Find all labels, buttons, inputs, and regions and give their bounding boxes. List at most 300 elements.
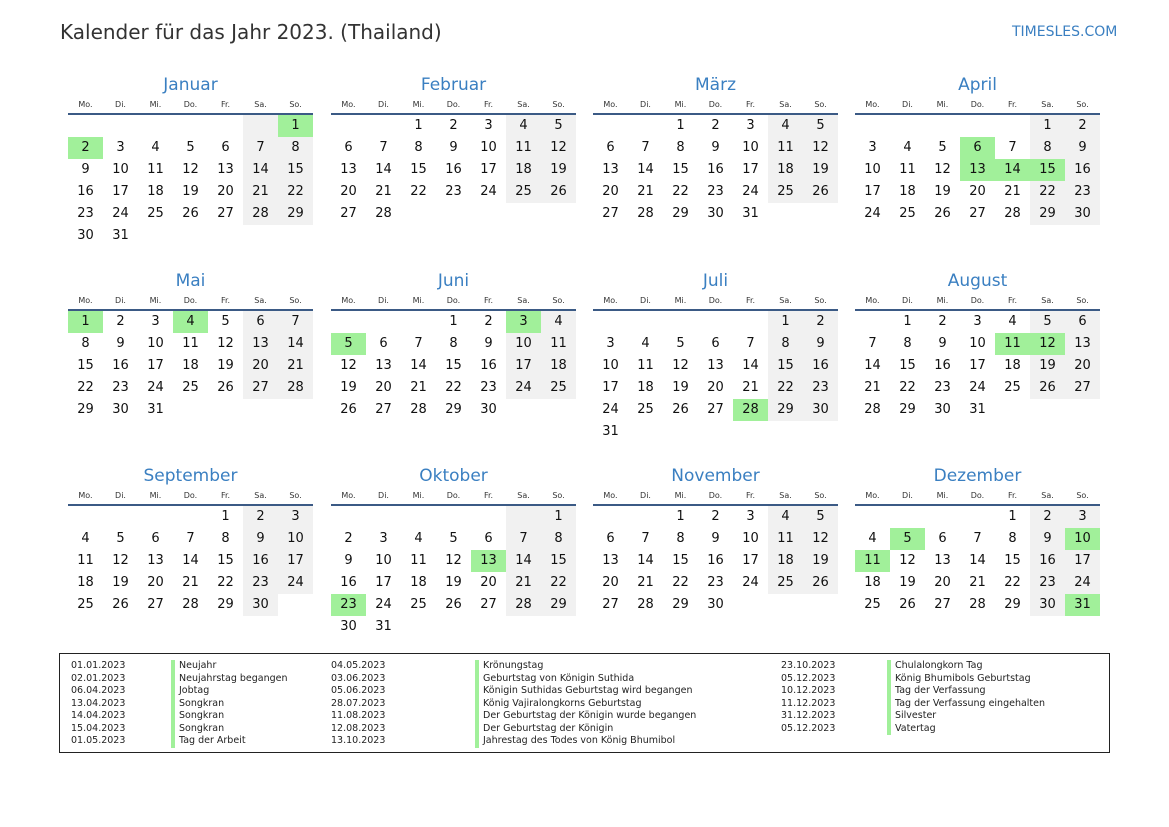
empty-cell xyxy=(471,506,506,528)
day-cell: 19 xyxy=(112,575,129,590)
empty-cell xyxy=(506,203,541,225)
empty-cell xyxy=(628,311,663,333)
day-cell: 24 xyxy=(864,206,881,221)
day-cell: 6 xyxy=(344,140,353,155)
day-cell: 13 xyxy=(1065,333,1100,355)
weekday-header: Sa. xyxy=(243,97,278,115)
day-cell: 24 xyxy=(480,184,497,199)
day-cell: 13 xyxy=(960,159,995,181)
empty-cell xyxy=(173,399,208,421)
month-name: Februar xyxy=(420,75,487,95)
weekday-header: Di. xyxy=(366,488,401,506)
day-cell: 17 xyxy=(602,380,619,395)
day-cell: 30 xyxy=(707,206,724,221)
day-cell: 31 xyxy=(602,424,619,439)
legend-holiday-name: Der Geburtstag der Königin xyxy=(475,723,613,736)
day-cell: 30 xyxy=(803,399,838,421)
day-cell: 31 xyxy=(742,206,759,221)
day-cell: 26 xyxy=(445,597,462,612)
day-cell: 6 xyxy=(243,311,278,333)
day-cell: 30 xyxy=(480,402,497,417)
day-cell: 6 xyxy=(711,336,720,351)
day-cell: 15 xyxy=(768,355,803,377)
legend-holiday-name: Tag der Verfassung eingehalten xyxy=(887,698,1045,711)
empty-cell xyxy=(278,225,313,247)
weekday-header: So. xyxy=(541,97,576,115)
day-cell: 5 xyxy=(676,336,685,351)
day-cell: 12 xyxy=(803,528,838,550)
day-cell: 28 xyxy=(637,597,654,612)
legend-date: 03.06.2023 xyxy=(331,672,386,684)
empty-cell xyxy=(855,311,890,333)
empty-cell xyxy=(331,115,366,137)
day-cell: 26 xyxy=(1030,377,1065,399)
weekday-header: Di. xyxy=(890,488,925,506)
empty-cell xyxy=(278,399,313,421)
month-11 xyxy=(593,464,838,616)
empty-cell xyxy=(68,115,103,137)
day-cell: 30 xyxy=(112,402,129,417)
day-cell: 22 xyxy=(672,184,689,199)
day-cell: 7 xyxy=(868,336,877,351)
day-cell: 4 xyxy=(506,115,541,137)
day-cell: 5 xyxy=(803,115,838,137)
day-cell: 30 xyxy=(1030,594,1065,616)
empty-cell xyxy=(173,115,208,137)
day-cell: 23 xyxy=(707,184,724,199)
empty-cell xyxy=(506,506,541,528)
day-cell: 19 xyxy=(217,358,234,373)
weekday-header: Do. xyxy=(436,97,471,115)
day-cell: 21 xyxy=(637,575,654,590)
day-cell: 21 xyxy=(182,575,199,590)
day-cell: 23 xyxy=(1065,181,1100,203)
day-cell: 16 xyxy=(707,553,724,568)
weekday-header: Di. xyxy=(366,97,401,115)
day-cell: 11 xyxy=(995,333,1030,355)
day-cell: 24 xyxy=(602,402,619,417)
day-cell: 5 xyxy=(541,115,576,137)
day-cell: 14 xyxy=(182,553,199,568)
day-cell: 4 xyxy=(414,531,423,546)
day-cell: 17 xyxy=(742,553,759,568)
day-cell: 25 xyxy=(410,597,427,612)
month-10 xyxy=(331,464,576,638)
brand-link[interactable]: TIMESLES.COM xyxy=(1012,24,1118,40)
month-days-grid xyxy=(593,488,838,616)
day-cell: 11 xyxy=(855,550,890,572)
day-cell: 7 xyxy=(1008,140,1017,155)
empty-cell xyxy=(436,506,471,528)
day-cell: 28 xyxy=(864,402,881,417)
day-cell: 8 xyxy=(676,531,685,546)
weekday-header: Fr. xyxy=(208,293,243,311)
day-cell: 10 xyxy=(864,162,881,177)
month-name: Dezember xyxy=(933,466,1022,486)
day-cell: 2 xyxy=(344,531,353,546)
day-cell: 27 xyxy=(707,402,724,417)
empty-cell xyxy=(995,115,1030,137)
legend-date: 11.08.2023 xyxy=(331,710,386,721)
day-cell: 26 xyxy=(112,597,129,612)
day-cell: 5 xyxy=(186,140,195,155)
day-cell: 21 xyxy=(410,380,427,395)
day-cell: 20 xyxy=(1065,355,1100,377)
day-cell: 12 xyxy=(1030,333,1065,355)
day-cell: 12 xyxy=(217,336,234,351)
day-cell: 18 xyxy=(637,380,654,395)
legend-holiday-name: Chulalongkorn Tag xyxy=(887,660,982,673)
day-cell: 27 xyxy=(243,377,278,399)
day-cell: 1 xyxy=(1030,115,1065,137)
day-cell: 24 xyxy=(1065,572,1100,594)
month-days-grid xyxy=(331,488,576,638)
day-cell: 10 xyxy=(742,140,759,155)
weekday-header: Mo. xyxy=(855,488,890,506)
empty-cell xyxy=(995,399,1030,421)
day-cell: 2 xyxy=(803,311,838,333)
day-cell: 20 xyxy=(602,184,619,199)
empty-cell xyxy=(436,203,471,225)
empty-cell xyxy=(1065,399,1100,421)
empty-cell xyxy=(173,506,208,528)
day-cell: 15 xyxy=(278,159,313,181)
day-cell: 16 xyxy=(77,184,94,199)
day-cell: 7 xyxy=(243,137,278,159)
weekday-header: Sa. xyxy=(506,488,541,506)
day-cell: 9 xyxy=(1030,528,1065,550)
day-cell: 24 xyxy=(742,184,759,199)
day-cell: 19 xyxy=(803,550,838,572)
day-cell: 28 xyxy=(182,597,199,612)
day-cell: 25 xyxy=(637,402,654,417)
weekday-header: Mi. xyxy=(401,293,436,311)
day-cell: 8 xyxy=(676,140,685,155)
empty-cell xyxy=(243,399,278,421)
legend-date: 05.12.2023 xyxy=(781,672,836,684)
day-cell: 3 xyxy=(484,118,493,133)
day-cell: 8 xyxy=(449,336,458,351)
legend-date: 01.05.2023 xyxy=(71,735,126,746)
weekday-header: Di. xyxy=(890,293,925,311)
day-cell: 11 xyxy=(541,333,576,355)
day-cell: 23 xyxy=(331,594,366,616)
day-cell: 19 xyxy=(934,184,951,199)
day-cell: 16 xyxy=(445,162,462,177)
day-cell: 1 xyxy=(541,506,576,528)
day-cell: 1 xyxy=(414,118,423,133)
empty-cell xyxy=(208,115,243,137)
weekday-header: Fr. xyxy=(733,97,768,115)
day-cell: 6 xyxy=(606,531,615,546)
day-cell: 18 xyxy=(864,575,881,590)
legend-holiday-name: Songkran xyxy=(171,710,224,723)
empty-cell xyxy=(506,399,541,421)
day-cell: 16 xyxy=(340,575,357,590)
day-cell: 18 xyxy=(768,550,803,572)
day-cell: 25 xyxy=(768,181,803,203)
weekday-header: Fr. xyxy=(995,97,1030,115)
day-cell: 12 xyxy=(112,553,129,568)
day-cell: 27 xyxy=(217,206,234,221)
day-cell: 15 xyxy=(445,358,462,373)
day-cell: 26 xyxy=(340,402,357,417)
weekday-header: Fr. xyxy=(208,97,243,115)
day-cell: 25 xyxy=(864,597,881,612)
weekday-header: Do. xyxy=(960,488,995,506)
empty-cell xyxy=(733,421,768,443)
weekday-header: Sa. xyxy=(1030,488,1065,506)
day-cell: 6 xyxy=(151,531,160,546)
day-cell: 5 xyxy=(938,140,947,155)
day-cell: 10 xyxy=(278,528,313,550)
day-cell: 23 xyxy=(1030,572,1065,594)
day-cell: 19 xyxy=(672,380,689,395)
day-cell: 2 xyxy=(1030,506,1065,528)
day-cell: 17 xyxy=(147,358,164,373)
weekday-header: Do. xyxy=(173,293,208,311)
legend-date: 28.07.2023 xyxy=(331,697,386,709)
day-cell: 6 xyxy=(606,140,615,155)
day-cell: 31 xyxy=(1065,594,1100,616)
day-cell: 17 xyxy=(864,184,881,199)
day-cell: 22 xyxy=(445,380,462,395)
empty-cell xyxy=(803,421,838,443)
day-cell: 3 xyxy=(116,140,125,155)
day-cell: 9 xyxy=(344,553,353,568)
month-1 xyxy=(68,73,313,247)
day-cell: 3 xyxy=(868,140,877,155)
weekday-header: Fr. xyxy=(995,488,1030,506)
day-cell: 9 xyxy=(116,336,125,351)
day-cell: 11 xyxy=(410,553,427,568)
day-cell: 18 xyxy=(541,355,576,377)
empty-cell xyxy=(698,311,733,333)
month-days-grid xyxy=(855,293,1100,421)
month-days-grid xyxy=(68,488,313,616)
weekday-header: Fr. xyxy=(995,293,1030,311)
day-cell: 26 xyxy=(182,206,199,221)
empty-cell xyxy=(768,203,803,225)
empty-cell xyxy=(331,506,366,528)
day-cell: 8 xyxy=(221,531,230,546)
day-cell: 24 xyxy=(112,206,129,221)
day-cell: 24 xyxy=(742,575,759,590)
day-cell: 1 xyxy=(278,115,313,137)
day-cell: 14 xyxy=(864,358,881,373)
empty-cell xyxy=(541,203,576,225)
day-cell: 12 xyxy=(899,553,916,568)
weekday-header: So. xyxy=(1065,293,1100,311)
month-days-grid xyxy=(855,97,1100,225)
empty-cell xyxy=(208,399,243,421)
weekday-header: Mo. xyxy=(331,97,366,115)
legend-date: 06.04.2023 xyxy=(71,685,126,696)
day-cell: 23 xyxy=(77,206,94,221)
day-cell: 13 xyxy=(340,162,357,177)
day-cell: 27 xyxy=(147,597,164,612)
day-cell: 3 xyxy=(606,336,615,351)
day-cell: 12 xyxy=(340,358,357,373)
day-cell: 31 xyxy=(375,619,392,634)
legend-holiday-name: Neujahrstag begangen xyxy=(171,673,288,686)
day-cell: 7 xyxy=(641,531,650,546)
day-cell: 18 xyxy=(506,159,541,181)
day-cell: 12 xyxy=(445,553,462,568)
day-cell: 26 xyxy=(217,380,234,395)
day-cell: 18 xyxy=(77,575,94,590)
day-cell: 4 xyxy=(903,140,912,155)
weekday-header: Di. xyxy=(366,293,401,311)
weekday-header: Fr. xyxy=(471,293,506,311)
empty-cell xyxy=(663,421,698,443)
empty-cell xyxy=(925,506,960,528)
day-cell: 22 xyxy=(217,575,234,590)
month-7 xyxy=(593,269,838,443)
day-cell: 29 xyxy=(217,597,234,612)
day-cell: 8 xyxy=(81,336,90,351)
weekday-header: Do. xyxy=(173,488,208,506)
day-cell: 25 xyxy=(899,206,916,221)
day-cell: 11 xyxy=(768,528,803,550)
day-cell: 18 xyxy=(147,184,164,199)
legend-date: 13.04.2023 xyxy=(71,697,126,709)
day-cell: 12 xyxy=(182,162,199,177)
empty-cell xyxy=(960,115,995,137)
legend-holiday-name: Songkran xyxy=(171,723,224,736)
day-cell: 17 xyxy=(480,162,497,177)
day-cell: 7 xyxy=(641,140,650,155)
day-cell: 3 xyxy=(1065,506,1100,528)
day-cell: 20 xyxy=(934,575,951,590)
day-cell: 9 xyxy=(711,531,720,546)
weekday-header: So. xyxy=(803,97,838,115)
day-cell: 24 xyxy=(969,380,986,395)
day-cell: 20 xyxy=(340,184,357,199)
day-cell: 19 xyxy=(182,184,199,199)
day-cell: 31 xyxy=(112,228,129,243)
day-cell: 22 xyxy=(278,181,313,203)
day-cell: 10 xyxy=(506,333,541,355)
weekday-header: Fr. xyxy=(208,488,243,506)
weekday-header: Mo. xyxy=(593,97,628,115)
legend-holiday-name: Tag der Verfassung xyxy=(887,685,986,698)
day-cell: 4 xyxy=(1008,314,1017,329)
day-cell: 30 xyxy=(707,597,724,612)
empty-cell xyxy=(103,506,138,528)
empty-cell xyxy=(436,616,471,638)
weekday-header: Fr. xyxy=(733,293,768,311)
legend-date: 02.01.2023 xyxy=(71,672,126,684)
empty-cell xyxy=(103,115,138,137)
weekday-header: Di. xyxy=(103,293,138,311)
day-cell: 24 xyxy=(375,597,392,612)
day-cell: 5 xyxy=(331,333,366,355)
day-cell: 28 xyxy=(278,377,313,399)
day-cell: 25 xyxy=(182,380,199,395)
empty-cell xyxy=(541,399,576,421)
legend-date: 04.05.2023 xyxy=(331,660,386,671)
day-cell: 29 xyxy=(278,203,313,225)
empty-cell xyxy=(960,506,995,528)
day-cell: 1 xyxy=(1008,509,1017,524)
day-cell: 1 xyxy=(676,509,685,524)
day-cell: 1 xyxy=(676,118,685,133)
day-cell: 21 xyxy=(278,355,313,377)
legend-date: 15.04.2023 xyxy=(71,722,126,734)
day-cell: 6 xyxy=(960,137,995,159)
day-cell: 5 xyxy=(890,528,925,550)
day-cell: 2 xyxy=(68,137,103,159)
empty-cell xyxy=(138,506,173,528)
day-cell: 28 xyxy=(375,206,392,221)
day-cell: 18 xyxy=(899,184,916,199)
legend-date: 11.12.2023 xyxy=(781,697,836,709)
month-4 xyxy=(855,73,1100,225)
page-title: Kalender für das Jahr 2023. (Thailand) xyxy=(60,20,442,44)
empty-cell xyxy=(1030,399,1065,421)
day-cell: 2 xyxy=(449,118,458,133)
legend-holiday-name: Jobtag xyxy=(171,685,209,698)
day-cell: 23 xyxy=(112,380,129,395)
day-cell: 11 xyxy=(768,137,803,159)
month-name: Mai xyxy=(175,271,206,291)
day-cell: 22 xyxy=(768,377,803,399)
weekday-header: Sa. xyxy=(1030,97,1065,115)
day-cell: 21 xyxy=(864,380,881,395)
day-cell: 23 xyxy=(480,380,497,395)
weekday-header: Sa. xyxy=(506,293,541,311)
day-cell: 13 xyxy=(602,553,619,568)
day-cell: 21 xyxy=(969,575,986,590)
day-cell: 11 xyxy=(899,162,916,177)
day-cell: 16 xyxy=(707,162,724,177)
day-cell: 10 xyxy=(112,162,129,177)
weekday-header: So. xyxy=(541,293,576,311)
legend-holiday-name: Neujahr xyxy=(171,660,216,673)
weekday-header: So. xyxy=(278,488,313,506)
day-cell: 9 xyxy=(803,333,838,355)
legend-date: 23.10.2023 xyxy=(781,660,836,671)
day-cell: 16 xyxy=(1065,159,1100,181)
weekday-header: Mo. xyxy=(593,293,628,311)
day-cell: 20 xyxy=(217,184,234,199)
weekday-header: Mo. xyxy=(593,488,628,506)
empty-cell xyxy=(803,594,838,616)
day-cell: 4 xyxy=(868,531,877,546)
day-cell: 10 xyxy=(602,358,619,373)
empty-cell xyxy=(366,506,401,528)
day-cell: 3 xyxy=(278,506,313,528)
day-cell: 13 xyxy=(471,550,506,572)
day-cell: 30 xyxy=(243,594,278,616)
day-cell: 10 xyxy=(375,553,392,568)
day-cell: 7 xyxy=(379,140,388,155)
day-cell: 20 xyxy=(375,380,392,395)
day-cell: 1 xyxy=(221,509,230,524)
day-cell: 30 xyxy=(1065,203,1100,225)
day-cell: 18 xyxy=(182,358,199,373)
day-cell: 15 xyxy=(1004,553,1021,568)
day-cell: 9 xyxy=(711,140,720,155)
weekday-header: Mi. xyxy=(925,97,960,115)
day-cell: 25 xyxy=(541,377,576,399)
empty-cell xyxy=(331,311,366,333)
day-cell: 22 xyxy=(77,380,94,395)
month-name: Januar xyxy=(163,75,218,95)
weekday-header: Do. xyxy=(698,97,733,115)
day-cell: 14 xyxy=(243,159,278,181)
